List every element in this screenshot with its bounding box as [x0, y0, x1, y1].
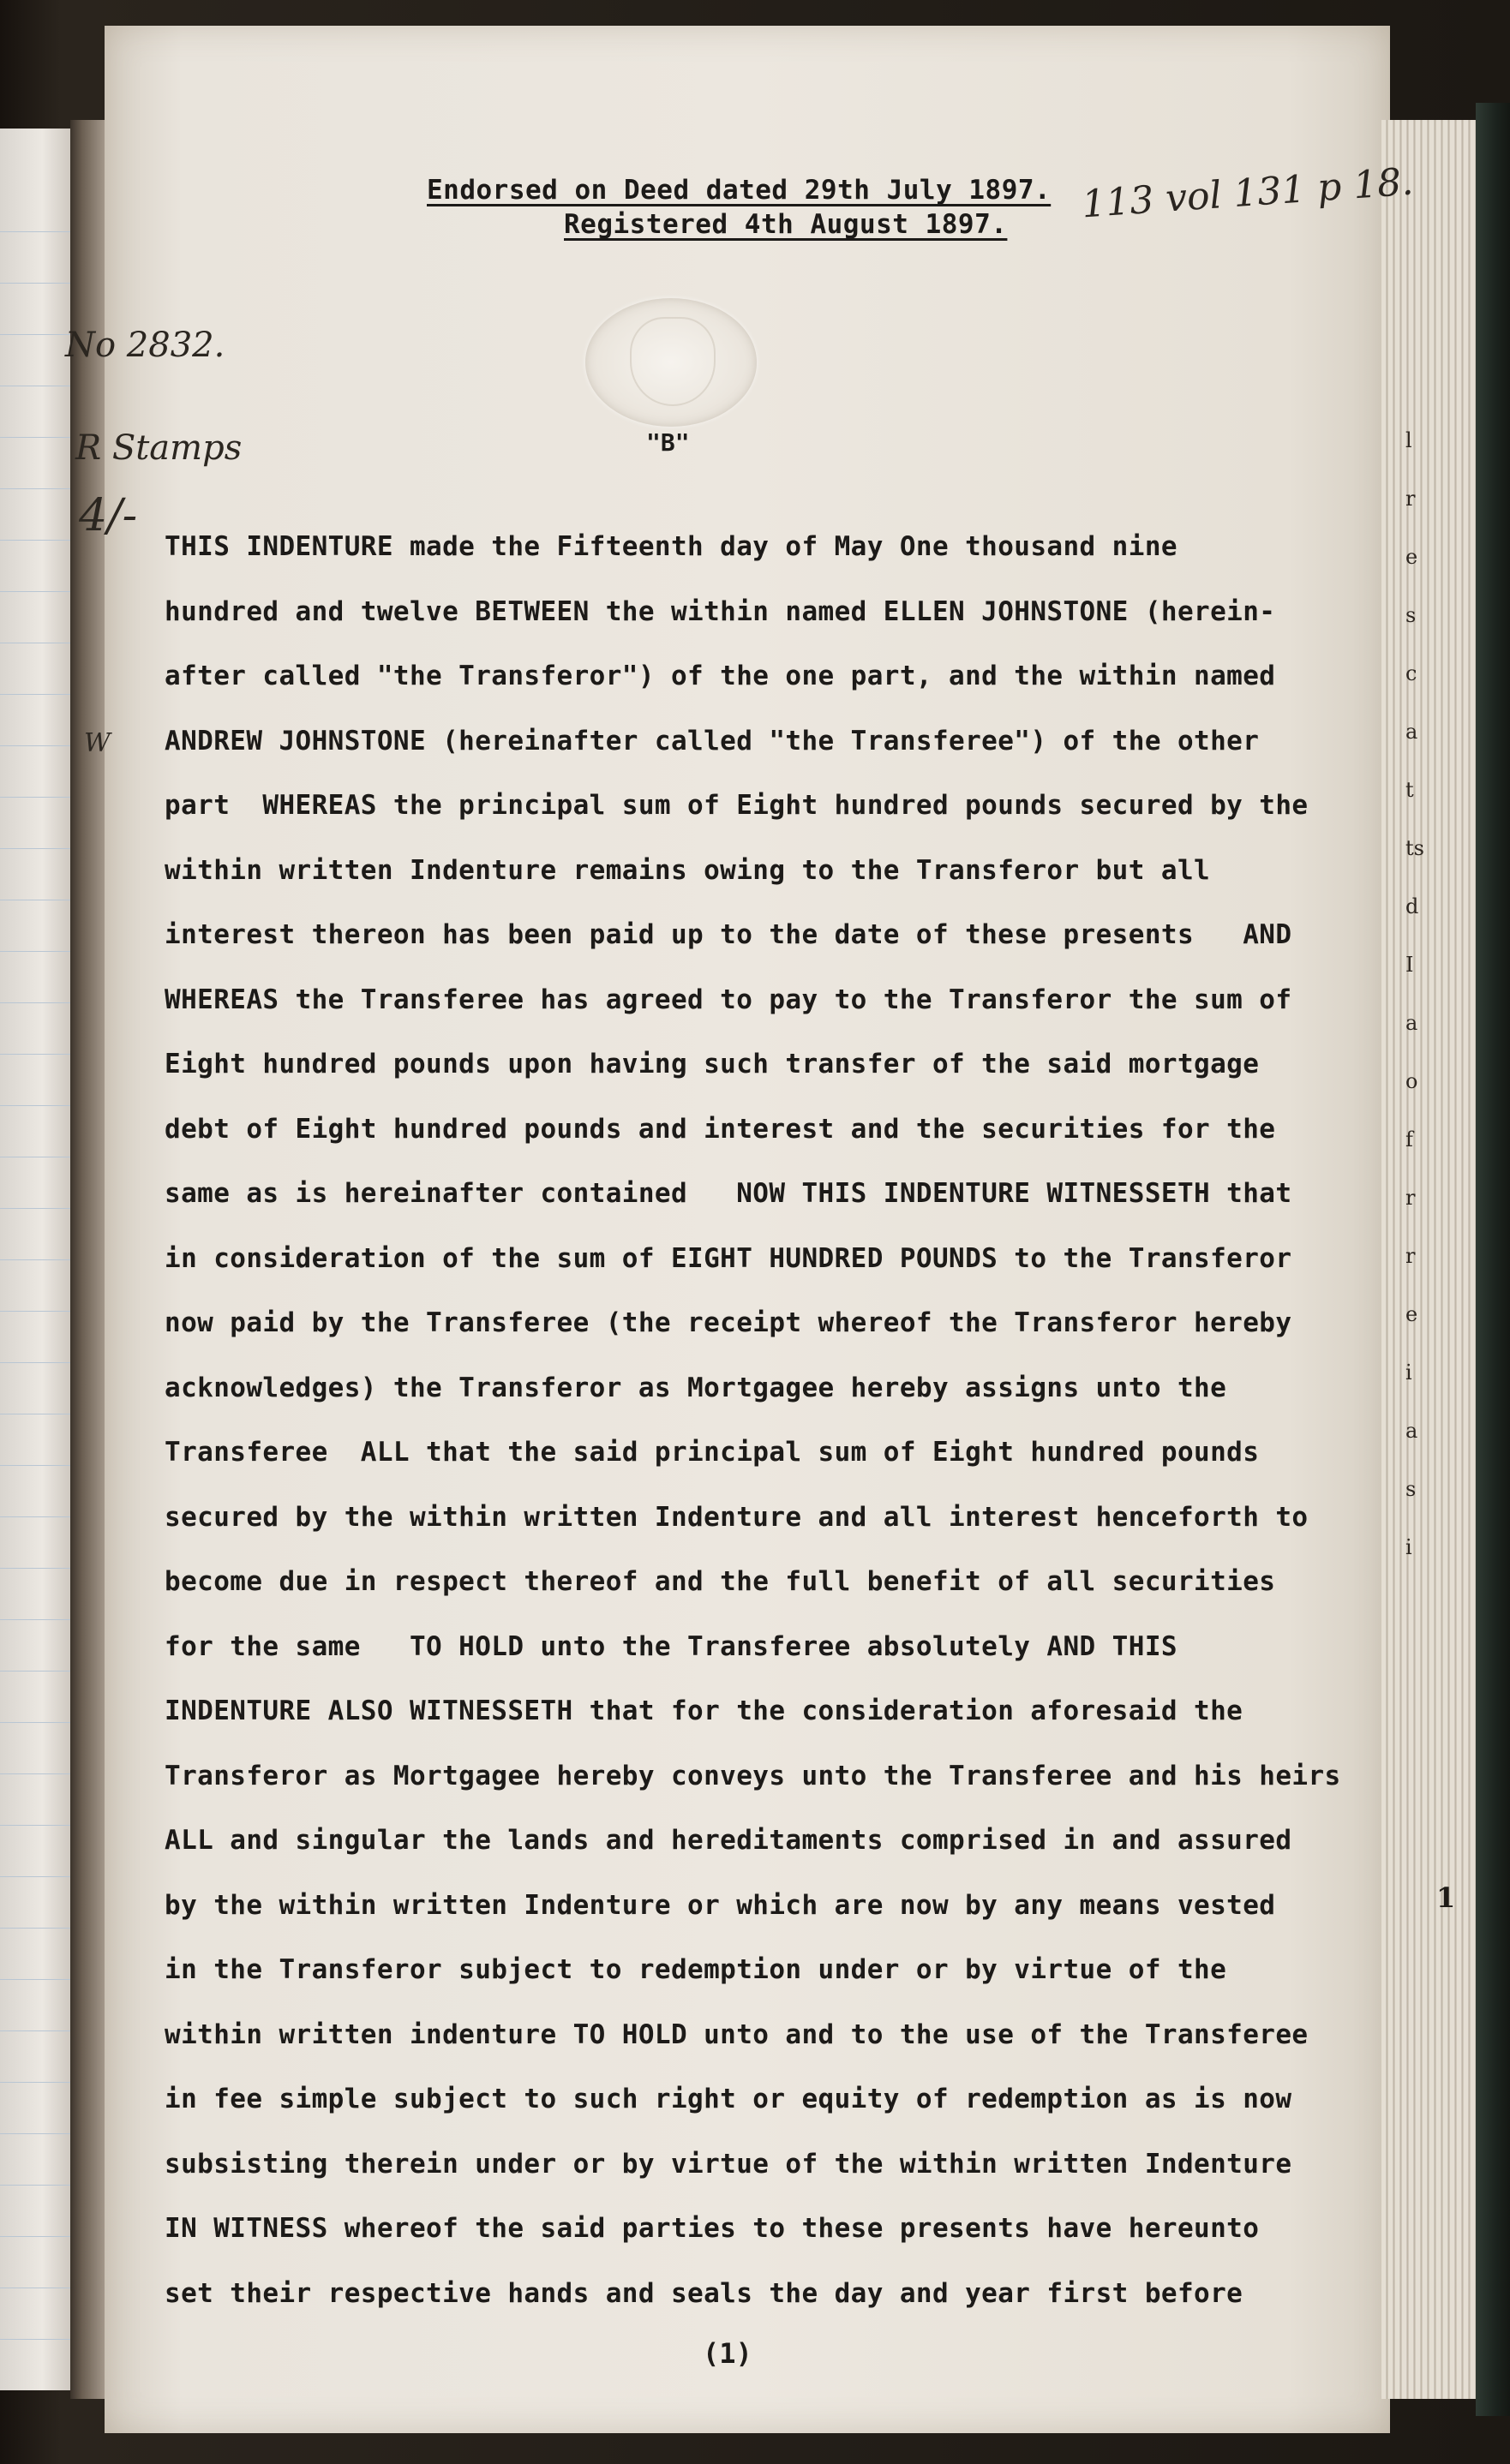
handwritten-reference: 113 vol 131 p 18. [1080, 159, 1415, 227]
edge-letter: o [1405, 1069, 1418, 1093]
edge-letter: f [1405, 1127, 1413, 1151]
edge-letter: l [1405, 428, 1412, 452]
section-label: "B" [646, 428, 690, 457]
body-line: THIS INDENTURE made the Fifteenth day of May One thousand nine [165, 531, 1177, 562]
edge-letter: s [1405, 1477, 1417, 1501]
margin-stamp-note: R Stamps [75, 428, 243, 468]
seal-crest-icon [630, 317, 716, 406]
body-line: Eight hundred pounds upon having such transfer of the said mortgage [165, 1049, 1260, 1079]
body-line: WHEREAS the Transferee has agreed to pay to the Transferor the sum of [165, 984, 1292, 1015]
edge-letter: t [1405, 778, 1414, 802]
edge-letter: e [1405, 545, 1418, 569]
body-line: interest thereon has been paid up to the date of these presents AND [165, 919, 1292, 950]
body-line: become due in respect thereof and the full benefit of all securities [165, 1566, 1276, 1597]
body-line: set their respective hands and seals the day and year first before [165, 2277, 1243, 2309]
edge-letter: r [1405, 1186, 1416, 1210]
edge-letter: e [1405, 1302, 1418, 1326]
edge-number: 1 [1436, 1881, 1456, 1914]
edge-letter: i [1405, 1535, 1412, 1559]
page-edges [1381, 120, 1476, 2399]
body-line: within written indenture TO HOLD unto and to the use of the Transferee [165, 2018, 1309, 2050]
body-line: ALL and singular the lands and hereditaments comprised in and assured [165, 1825, 1292, 1856]
margin-initials: W [84, 728, 111, 758]
body-line: now paid by the Transferee (the receipt whereof the Transferor hereby [165, 1307, 1292, 1338]
body-line: Transferor as Mortgagee hereby conveys unto the Transferee and his heirs [165, 1760, 1341, 1791]
body-line: same as is hereinafter contained NOW THIS INDENTURE WITNESSETH that [165, 1178, 1292, 1209]
body-line: by the within written Indenture or which are now by any means vested [165, 1889, 1276, 1921]
body-line: acknowledges) the Transferor as Mortgagee hereby assigns unto the [165, 1372, 1227, 1403]
body-line: Transferee ALL that the said principal sum of Eight hundred pounds [165, 1437, 1260, 1468]
endorsement-line: Endorsed on Deed dated 29th July 1897. [427, 175, 1052, 206]
edge-letter: s [1405, 603, 1417, 627]
body-line: within written Indenture remains owing to the Transferor but all [165, 854, 1211, 886]
edge-letter: r [1405, 1244, 1416, 1268]
body-line: INDENTURE ALSO WITNESSETH that for the consideration aforesaid the [165, 1695, 1243, 1726]
body-line: secured by the within written Indenture and all interest henceforth to [165, 1501, 1309, 1533]
body-line: in consideration of the sum of EIGHT HUNDRED POUNDS to the Transferor [165, 1242, 1292, 1274]
body-line: IN WITNESS whereof the said parties to these presents have hereunto [165, 2213, 1260, 2244]
edge-letter: r [1405, 487, 1416, 511]
body-line: hundred and twelve BETWEEN the within named ELLEN JOHNSTONE (herein- [165, 595, 1276, 627]
registration-line: Registered 4th August 1897. [564, 209, 1008, 240]
indenture-body [165, 524, 1381, 2335]
page-number: (1) [703, 2337, 752, 2370]
body-line: debt of Eight hundred pounds and interest and the securities for the [165, 1113, 1276, 1145]
edge-letter: ts [1405, 836, 1424, 860]
margin-number: No 2832. [65, 326, 225, 365]
body-line: part WHEREAS the principal sum of Eight hundred pounds secured by the [165, 790, 1309, 821]
edge-letter: I [1405, 953, 1414, 977]
body-line: after called "the Transferor") of the one part, and the within named [165, 661, 1276, 691]
edge-letter: d [1405, 894, 1419, 918]
edge-letter: i [1405, 1361, 1412, 1385]
body-line: in the Transferor subject to redemption under or by virtue of the [165, 1954, 1227, 1985]
body-line: for the same TO HOLD unto the Transferee absolutely AND THIS [165, 1630, 1177, 1662]
book-cover-edge [1476, 103, 1510, 2416]
margin-amount: 4/- [79, 490, 138, 541]
edge-letter: c [1405, 661, 1417, 685]
endorsement-heading [427, 175, 1078, 206]
edge-letter: a [1405, 1419, 1418, 1443]
left-ledger-page [0, 129, 73, 2390]
edge-letter: a [1405, 1011, 1418, 1035]
page-edge-letters [1405, 411, 1423, 1576]
edge-letter: a [1405, 720, 1418, 744]
body-line: in fee simple subject to such right or equity of redemption as is now [165, 2084, 1292, 2114]
body-line: subsisting therein under or by virtue of the within written Indenture [165, 2148, 1292, 2180]
body-line: ANDREW JOHNSTONE (hereinafter called "the Transferee") of the other [165, 725, 1260, 757]
